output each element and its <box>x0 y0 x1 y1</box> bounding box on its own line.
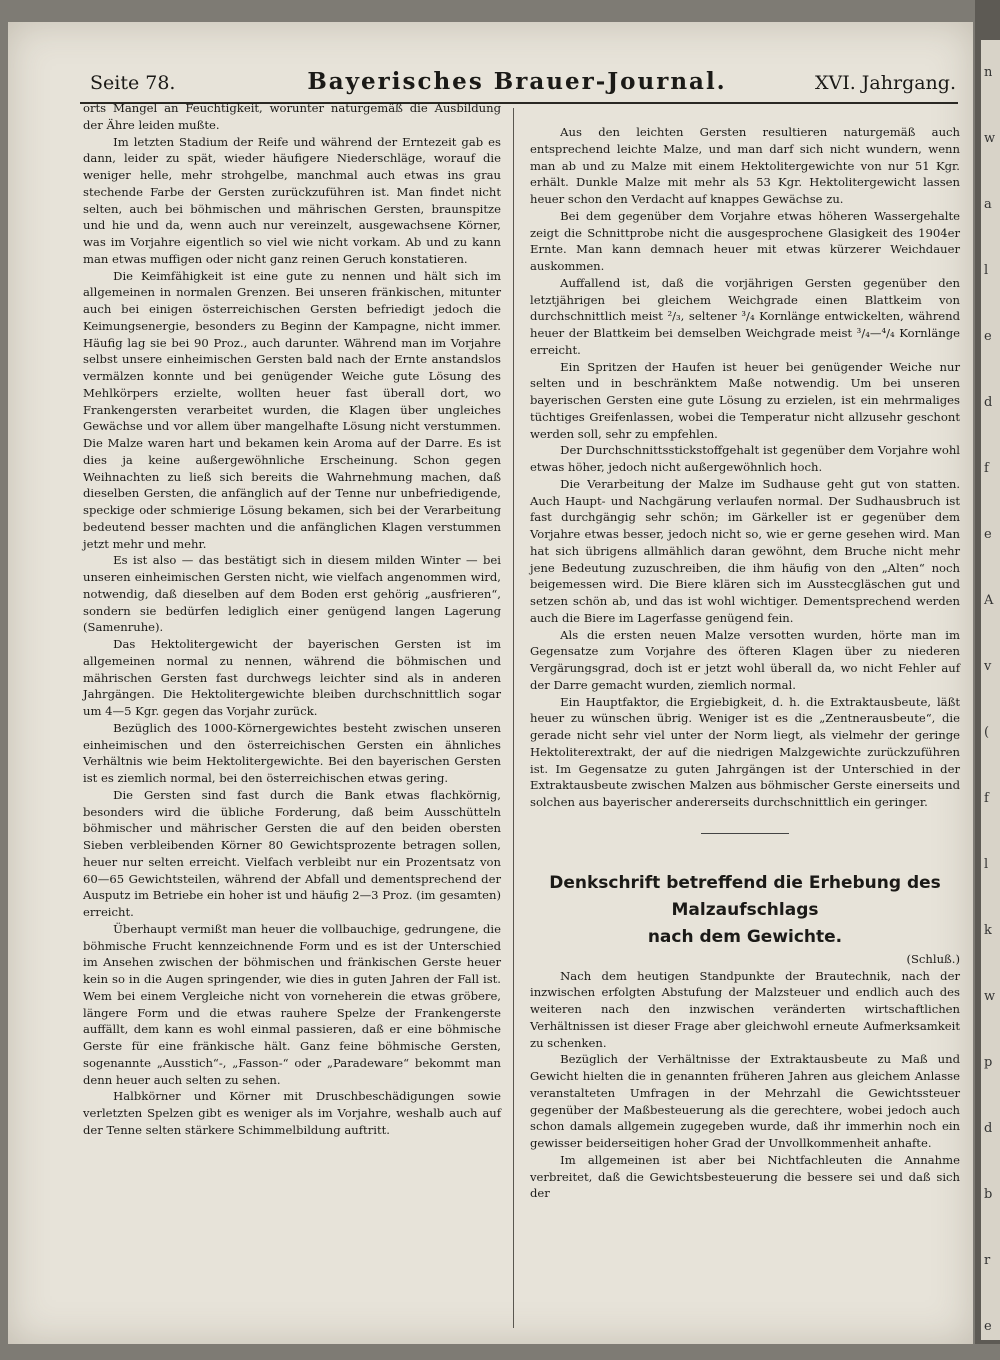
edge-fragment: d <box>984 395 993 410</box>
paragraph: Aus den leichten Gersten resultieren naturgemäß auch entsprechend leichte Malze, und man darf sich nicht wundern, wenn man ab und zu Malze mit einem Hektolitergewichte von nur 51 Kgr. erhält. Dunkle Malze mit mehr als 53 Kgr. Hektolitergewicht lassen heuer schon den Verdacht auf knappes Gewächse zu. <box>530 125 960 206</box>
paragraph: Im allgemeinen ist aber bei Nichtfachleuten die Annahme verbreitet, daß die Gewichtsbesteuerung die bessere sei und daß sich der <box>530 1152 960 1201</box>
paragraph: Ein Spritzen der Haufen ist heuer bei genügender Weiche nur selten und in beschränktem Maße notwendig. Um bei unseren bayerischen Gersten eine gute Lösung zu erzielen, ist ein mehrmaliges tüchtiges Greifenlassen, wobei die Temperatur nicht allzusehr geschont werden soll, sehr zu empfehlen. <box>530 359 960 441</box>
adjacent-page-sliver <box>981 40 1000 1340</box>
edge-fragment: p <box>984 1055 993 1070</box>
right-column <box>530 124 960 1202</box>
paragraph: Bezüglich des 1000-Körnergewichtes besteht zwischen unseren einheimischen und den österreichischen Gersten ein ähnliches Verhältnis wie beim Hektolitergewichte. Bei den bayerischen Gersten ist es ziemlich normal, bei den österreichischen etwas gering. <box>83 720 501 785</box>
paragraph: Der Durchschnittsstickstoffgehalt ist gegenüber dem Vorjahre wohl etwas höher, jedoch nicht außergewöhnlich hoch. <box>530 443 960 474</box>
column-divider <box>513 108 514 1328</box>
edge-fragment: l <box>984 857 989 872</box>
edge-fragment: r <box>984 1253 991 1268</box>
paragraph: Die Verarbeitung der Malze im Sudhause geht gut von statten. Auch Haupt- und Nachgärung verlaufen normal. Der Sudhausbruch ist fast durchgängig sehr schön; im Gärkeller ist er gegenüber dem Vorjahre etwas besser, jedoch nicht so, wie er gerne gesehen wird. Man hat sich übrigens allmählich daran gewöhnt, dem Bruche nicht mehr jene Bedeutung zuzuschreiben, die ihm häufig von den „Alten“ noch beigemessen wird. Die Biere klären sich im Ausstecgläschen gut und setzen schön ab, und das ist wohl wichtiger. Dementsprechend werden auch die Biere im Lagerfasse genügend fein. <box>530 476 960 625</box>
section-separator <box>701 833 789 834</box>
edge-fragment: d <box>984 1121 993 1136</box>
adjacent-page-edge <box>975 0 1000 1344</box>
paragraph: Die Keimfähigkeit ist eine gute zu nennen und hält sich im allgemeinen in normalen Grenzen. Bei unseren fränkischen, mitunter auch bei einigen österreichischen Gersten befriedigt jedoch die Keimungsenergie, besonders zu Beginn der Kampagne, nicht immer. Häufig lag sie bei 90 Proz., auch darunter. Während man im Vorjahre selbst unsere einheimischen Gersten bald nach der Ernte anstandslos vermälzen konnte und bei genügender Weiche gute Lösung des Mehlkörpers erzielte, wollten heuer fast überall dort, wo Frankengersten verarbeitet wurden, die Klagen über ungleiches Gewächse und vor allem über mangelhafte Lösung nicht verstummen. Die Malze waren hart und bekamen kein Aroma auf der Darre. Es ist dies ja keine außergewöhnliche Erscheinung. Schon gegen Weihnachten zu ließ sich bereits die Wahrnehmung machen, daß dieselben Gersten, die anfänglich auf der Tenne nur unbefriedigende, speckige oder schmierige Lösung bekamen, sich bei der Verarbeitung bedeutend besser machten und die anfänglichen Klagen verstummen jetzt mehr und mehr. <box>83 268 501 551</box>
paragraph: Auffallend ist, daß die vorjährigen Gersten gegenüber den letztjährigen bei gleichem Weichgrade einen Blattkeim von durchschnittlich meist ²/₃, seltener ³/₄ Kornlänge entwickelten, während heuer der Blattkeim bei demselben Weichgrade meist ³/₄—⁴/₄ Kornlänge erreicht. <box>530 275 960 357</box>
edge-fragment: b <box>984 1187 993 1202</box>
edge-fragment: w <box>984 989 996 1004</box>
edge-fragment: a <box>984 197 992 212</box>
edge-fragment: e <box>984 527 992 542</box>
paragraph: Nach dem heutigen Standpunkte der Brautechnik, nach der inzwischen erfolgten Abstufung der Malzsteuer und endlich auch des weiteren nach den inzwischen veränderten wirtschaftlichen Verhältnissen ist dieser Frage aber gleichwohl erneute Aufmerksamkeit zu schenken. <box>530 968 960 1050</box>
paragraph: Als die ersten neuen Malze versotten wurden, hörte man im Gegensatze zum Vorjahre des öfteren Klagen über zu niederen Vergärungsgrad, doch ist er jetzt wohl überall da, wo nicht Fehler auf der Darre gemacht wurden, ziemlich normal. <box>530 627 960 692</box>
edge-fragment: f <box>984 791 989 806</box>
page-number: Seite 78. <box>90 72 176 94</box>
edge-fragment: f <box>984 461 989 476</box>
edge-fragment: A <box>984 593 994 608</box>
paragraph: Überhaupt vermißt man heuer die vollbauchige, gedrungene, die böhmische Frucht kennzeichnende Form und es ist der Unterschied im Ansehen zwischen der böhmischen und fränkischen Gerste heuer kein so in die Augen springender, wie dies in guten Jahren der Fall ist. Wem bei einem Vergleiche nicht von vorneherein die etwas gröbere, längere Form und die etwas rauhere Spelze der Frankengerste auffällt, dem kann es wohl einmal passieren, daß er eine böhmische Gerste für eine fränkische hält. Ganz feine böhmische Gersten, sogenannte „Ausstich“-, „Fasson-“ oder „Paradeware“ bekommt man denn heuer auch selten zu sehen. <box>83 921 501 1087</box>
page-header <box>78 50 956 95</box>
edge-fragment: e <box>984 1319 992 1334</box>
edge-fragment: l <box>984 263 989 278</box>
edge-fragment: n <box>984 65 993 80</box>
paragraph: orts Mangel an Feuchtigkeit, worunter naturgemäß die Ausbildung der Ähre leiden mußte. <box>83 101 501 132</box>
edge-fragment: k <box>984 923 992 938</box>
section-title: Denkschrift betreffend die Erhebung des Malzaufschlags <box>549 872 941 920</box>
paragraph: Im letzten Stadium der Reife und während der Erntezeit gab es dann, leider zu spät, wieder häufigere Niederschläge, worauf die weniger helle, mehr strohgelbe, manchmal auch etwas ins grau stechende Farbe der Gersten zurückzuführen ist. Man findet nicht selten, auch bei böhmischen und mährischen Gersten, braunspitze und hie und da, wenn auch nur vereinzelt, ausgewachsene Körner, was im Vorjahre eigentlich so viel wie nicht vorkam. Ab und zu kann man etwas muffigen oder nicht ganz reinen Geruch konstatieren. <box>83 134 501 266</box>
edge-fragment: e <box>984 329 992 344</box>
journal-title: Bayerisches Brauer-Journal. <box>307 68 727 95</box>
volume-label: XVI. Jahrgang. <box>814 72 956 94</box>
paragraph: Das Hektolitergewicht der bayerischen Gersten ist im allgemeinen normal zu nennen, während die böhmischen und mährischen Gersten fast durchwegs leichter sind als in anderen Jahrgängen. Die Hektolitergewichte bleiben durchschnittlich sogar um 4—5 Kgr. gegen das Vorjahr zurück. <box>83 637 501 718</box>
paragraph: Halbkörner und Körner mit Druschbeschädigungen sowie verletzten Spelzen gibt es weniger als im Vorjahre, weshalb auch auf der Tenne selten stärkere Schimmelbildung auftritt. <box>83 1089 501 1137</box>
paragraph: Bezüglich der Verhältnisse der Extraktausbeute zu Maß und Gewicht hielten die in genannten früheren Jahren aus gleichem Anlasse veranstalteten Umfragen in der Mehrzahl die Gewichtssteuer gegenüber der Maßbesteuerung als die gerechtere, wobei jedoch auch schon damals allgemein zugegeben wurde, daß ihr immerhin noch ein gewisser beiderseitigen hoher Grad der Unvollkommenheit anhafte. <box>530 1052 960 1150</box>
paragraph: Die Gersten sind fast durch die Bank etwas flachkörnig, besonders wird die übliche Forderung, daß beim Ausschütteln böhmischer und mährischer Gersten die auf den beiden obersten Sieben verbleibenden Körner 80 Gewichtsprozente betragen sollen, heuer nur selten erreicht. Vielfach verbleibt nur ein Prozentsatz von 60—65 Gewichtsteilen, während der Abfall und dementsprechend der Ausputz im Betriebe ein hoher ist und häufig 2—3 Proz. (im gesamten) erreicht. <box>83 787 501 919</box>
paragraph: Es ist also — das bestätigt sich in diesem milden Winter — bei unseren einheimischen Gersten nicht, wie vielfach angenommen wird, notwendig, daß dieselben auf dem Boden erst gehörig „ausfrieren“, sondern sie bedürfen lediglich einer genügend langen Lagerung (Samenruhe). <box>83 553 501 635</box>
paragraph: Ein Hauptfaktor, die Ergiebigkeit, d. h. die Extraktausbeute, läßt heuer zu wünschen übrig. Weniger ist es die „Zentnerausbeute“, die gerade nicht sehr viel unter der Norm liegt, als vielmehr der geringe Hektoliterextrakt, der auf die niedrigen Malzgewichte zurückzuführen ist. Im Gegensatze zu guten Jahrgängen ist der Unterschied in der Extraktausbeute zwischen Malzen aus böhmischer Gerste einerseits und solchen aus bayerischer andererseits durchschnittlich ein geringer. <box>530 694 960 809</box>
edge-fragment: w <box>984 131 996 146</box>
section-title-line2: nach dem Gewichte. <box>647 926 843 947</box>
paragraph: Bei dem gegenüber dem Vorjahre etwas höheren Wassergehalte zeigt die Schnittprobe nicht die ausgesprochene Glasigkeit des 1904er Ernte. Man kann demnach heuer mit etwas kürzerer Weichdauer auskommen. <box>530 208 960 273</box>
continuation-note: (Schluß.) <box>906 951 960 966</box>
edge-fragment: v <box>984 659 992 674</box>
edge-fragment: ( <box>984 725 990 740</box>
left-column <box>83 100 501 1139</box>
